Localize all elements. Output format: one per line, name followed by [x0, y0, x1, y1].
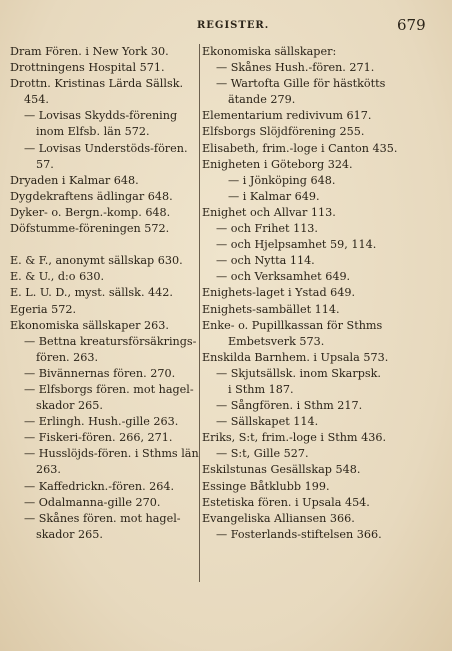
running-title: REGISTER.: [197, 20, 270, 31]
index-entry: — Sällskapet 114.: [216, 415, 319, 429]
index-entry: Essinge Båtklubb 199.: [202, 479, 330, 493]
index-entry: — i Kalmar 649.: [228, 189, 320, 203]
index-entry: Drottn. Kristinas Lärda Sällsk.: [10, 77, 184, 91]
index-entry: Drottningens Hospital 571.: [10, 61, 165, 75]
index-entry: Elfsborgs Slöjdförening 255.: [202, 125, 365, 139]
index-entry: Ekonomiska sällskaper 263.: [10, 318, 169, 332]
index-entry: skador 265.: [36, 399, 103, 413]
index-columns: [10, 44, 442, 584]
index-entry: Embetsverk 573.: [228, 334, 325, 348]
index-entry: 454.: [24, 93, 49, 107]
index-entry: Elisabeth, frim.-loge i Canton 435.: [202, 141, 398, 155]
index-entry: — Husslöjds-fören. i Sthms län: [24, 447, 199, 461]
index-entry: ätande 279.: [228, 93, 296, 107]
index-entry: Elementarium redivivum 617.: [202, 109, 372, 123]
index-entry: fören. 263.: [36, 350, 99, 364]
index-entry: Ekonomiska sällskaper:: [202, 45, 337, 58]
index-entry: skador 265.: [36, 527, 103, 541]
page-number: 679: [397, 16, 426, 34]
index-entry: E. L. U. D., myst. sällsk. 442.: [10, 286, 173, 300]
index-entry: — Erlingh. Hush.-gille 263.: [24, 415, 179, 429]
index-entry: Egeria 572.: [10, 302, 77, 316]
index-entry: [10, 237, 200, 253]
index-entry: i Sthm 187.: [228, 382, 294, 396]
index-entry: E. & F., anonymt sällskap 630.: [10, 254, 183, 268]
index-entry: — Lovisas Skydds-förening: [24, 109, 178, 123]
index-entry: — Fiskeri-fören. 266, 271.: [24, 431, 173, 445]
index-entry: — i Jönköping 648.: [228, 173, 336, 187]
index-entry: inom Elfsb. län 572.: [36, 125, 150, 139]
index-entry: Dygdekraftens ädlingar 648.: [10, 189, 173, 203]
page-header: [0, 18, 452, 38]
index-entry: — Bettna kreatursförsäkrings-: [24, 334, 197, 348]
right-index-column: [200, 44, 442, 543]
index-entry: — Kaffedrickn.-fören. 264.: [24, 479, 175, 493]
index-entry: Enighet och Allvar 113.: [202, 205, 336, 219]
index-entry: Enighets-laget i Ystad 649.: [202, 286, 356, 300]
index-entry: 57.: [36, 157, 54, 171]
index-entry: 263.: [36, 463, 61, 477]
index-entry: — och Hjelpsamhet 59, 114.: [216, 238, 377, 252]
index-entry: — Lovisas Understöds-fören.: [24, 141, 188, 155]
index-entry: Eriks, S:t, frim.-loge i Sthm 436.: [202, 431, 387, 445]
index-entry: — Bivännernas fören. 270.: [24, 366, 176, 380]
index-entry: Eskilstunas Gesällskap 548.: [202, 463, 361, 477]
index-entry: Dryaden i Kalmar 648.: [10, 173, 139, 187]
index-entry: — Skjutsällsk. inom Skarpsk.: [216, 366, 381, 380]
index-entry: — och Nytta 114.: [216, 254, 315, 268]
index-entry: Dyker- o. Bergn.-komp. 648.: [10, 205, 171, 219]
index-entry: — och Verksamhet 649.: [216, 270, 351, 284]
index-entry: — Sångfören. i Sthm 217.: [216, 399, 363, 413]
index-entry: E. & U., d:o 630.: [10, 270, 104, 284]
index-entry: — Fosterlands-stiftelsen 366.: [216, 527, 382, 541]
index-entry: — Skånes Hush.-fören. 271.: [216, 61, 375, 75]
index-entry: Enskilda Barnhem. i Upsala 573.: [202, 350, 389, 364]
index-entry: — Wartofta Gille för hästkötts: [216, 77, 386, 91]
index-entry: Enighets-sambället 114.: [202, 302, 340, 316]
index-entry: Enke- o. Pupillkassan för Sthms: [202, 318, 383, 332]
index-entry: — Elfsborgs fören. mot hagel-: [24, 382, 194, 396]
index-entry: — Odalmanna-gille 270.: [24, 495, 161, 509]
index-entry: Dram Fören. i New York 30.: [10, 45, 169, 58]
index-entry: Evangeliska Alliansen 366.: [202, 511, 355, 525]
index-entry: — S:t, Gille 527.: [216, 447, 309, 461]
left-index-column: [10, 44, 200, 543]
index-entry: — Skånes fören. mot hagel-: [24, 511, 181, 525]
index-entry: — och Frihet 113.: [216, 222, 318, 236]
index-entry: Döfstumme-föreningen 572.: [10, 222, 170, 236]
index-entry: Estetiska fören. i Upsala 454.: [202, 495, 370, 509]
index-entry: Enigheten i Göteborg 324.: [202, 157, 353, 171]
